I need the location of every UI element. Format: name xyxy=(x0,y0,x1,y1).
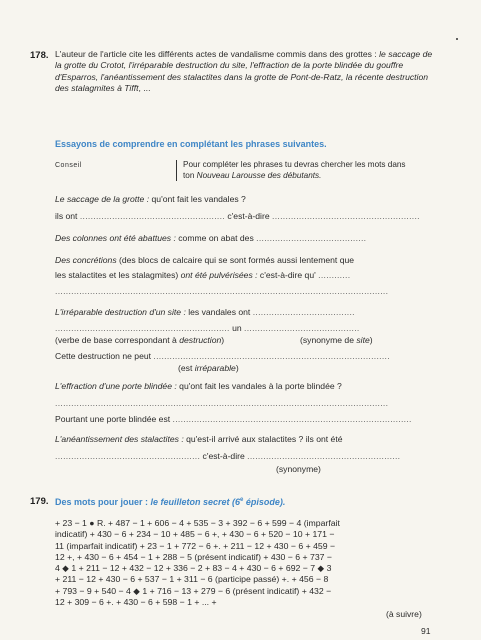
sentence-colonnes: Des colonnes ont été abattues : comme on abat des ......................................... xyxy=(55,233,367,243)
exercise-179-title: Des mots pour jouer : le feuilleton secret (6e épisode). xyxy=(55,497,286,507)
exercise-178-heading: Essayons de comprendre en complétant les phrases suivantes. xyxy=(55,139,327,149)
answer-line-4: ...................................................... c'est-à-dire ......................................................... xyxy=(55,451,401,461)
cipher-line: + 23 − 1 ● R. + 487 − 1 + 606 − 4 + 535 − 3 + 392 − 6 + 599 − 4 (imparfait xyxy=(55,518,340,528)
cipher-line: indicatif) + 430 − 6 + 234 − 10 + 485 − 6 +, + 430 − 6 + 520 − 10 + 171 − xyxy=(55,529,335,540)
cipher-line: + 793 − 9 + 540 − 4 ◆ 1 + 716 − 13 + 279 − 6 (présent indicatif) + 432 − xyxy=(55,585,332,596)
cipher-line: 4 ◆ 1 + 211 − 12 + 432 − 12 + 336 − 2 + 83 − 4 + 430 − 6 + 692 − 7 ◆ 3 xyxy=(55,563,332,574)
exercise-178-number: 178. xyxy=(30,50,49,61)
sentence-saccage: Le saccage de la grotte : qu'ont fait les vandales ? xyxy=(55,194,246,204)
exercise-178-intro: L'auteur de l'article cite les différents actes de vandalisme commis dans des grottes : le saccage de la grotte du Crotot, l'irréparable destruction du site, l'effraction de la porte blindée du gouffre d'Esparros, l'anéantissement des stalactites dans la grotte de Pont-de-Ratz, la récente destruction des stalagmites à Tifft, ... xyxy=(55,49,433,93)
answer-line-3: ............................................................................................................................ xyxy=(55,398,389,408)
hint-synonyme-2: (synonyme) xyxy=(276,464,321,474)
sentence-concretions: Des concrétions (des blocs de calcaire qui se sont formés aussi lentement que xyxy=(55,255,355,265)
sentence-porte-blindee: Pourtant une porte blindée est ......................................................................................... xyxy=(55,414,412,424)
hint-synonyme: (synonyme de site) xyxy=(300,335,373,345)
sentence-ne-peut: Cette destruction ne peut ........................................................................................ xyxy=(55,351,390,361)
conseil-label: Conseil xyxy=(55,162,82,169)
a-suivre-note: (à suivre) xyxy=(386,609,422,619)
conseil-text: Pour compléter les phrases tu devras chercher les mots dans ton Nouveau Larousse des débutants. xyxy=(176,160,406,181)
cipher-text xyxy=(55,518,439,608)
speck-mark xyxy=(456,38,458,40)
answer-line-1: ............................................................................................................................ xyxy=(55,286,389,296)
cipher-line: 12 +, + 430 − 6 + 454 − 1 + 288 − 5 (présent indicatif) + 430 − 6 + 737 − xyxy=(55,551,333,562)
page-number: 91 xyxy=(421,626,431,636)
sentence-ils-ont: ils ont ...................................................... c'est-à-dire ....................................................... xyxy=(55,211,420,221)
exercise-179-number: 179. xyxy=(30,496,49,507)
sentence-aneantissement: L'anéantissement des stalactites : qu'est-il arrivé aux stalactites ? ils ont été xyxy=(55,434,343,444)
hint-verbe: (verbe de base correspondant à destruction) xyxy=(55,335,225,345)
cipher-line: 11 (imparfait indicatif) + 23 − 1 + 772 − 6 +. + 211 − 12 + 430 − 6 + 459 − xyxy=(55,540,336,551)
cipher-line: 12 + 309 − 6 +. + 430 − 6 + 598 − 1 + ... + xyxy=(55,597,217,608)
sentence-pulverisees: les stalactites et les stalagmites) ont été pulvérisées : c'est-à-dire qu' ............ xyxy=(55,270,351,280)
sentence-destruction-site: L'irréparable destruction d'un site : les vandales ont ...................................... xyxy=(55,307,355,317)
hint-irreparable: (est irréparable) xyxy=(178,363,239,373)
sentence-effraction: L'effraction d'une porte blindée : qu'ont fait les vandales à la porte blindée ? xyxy=(55,381,342,391)
answer-line-2: ................................................................. un ........................................... xyxy=(55,323,360,333)
cipher-line: + 211 − 12 + 430 − 6 + 537 − 1 + 311 − 6 (participe passé) +. + 456 − 8 xyxy=(55,574,329,585)
